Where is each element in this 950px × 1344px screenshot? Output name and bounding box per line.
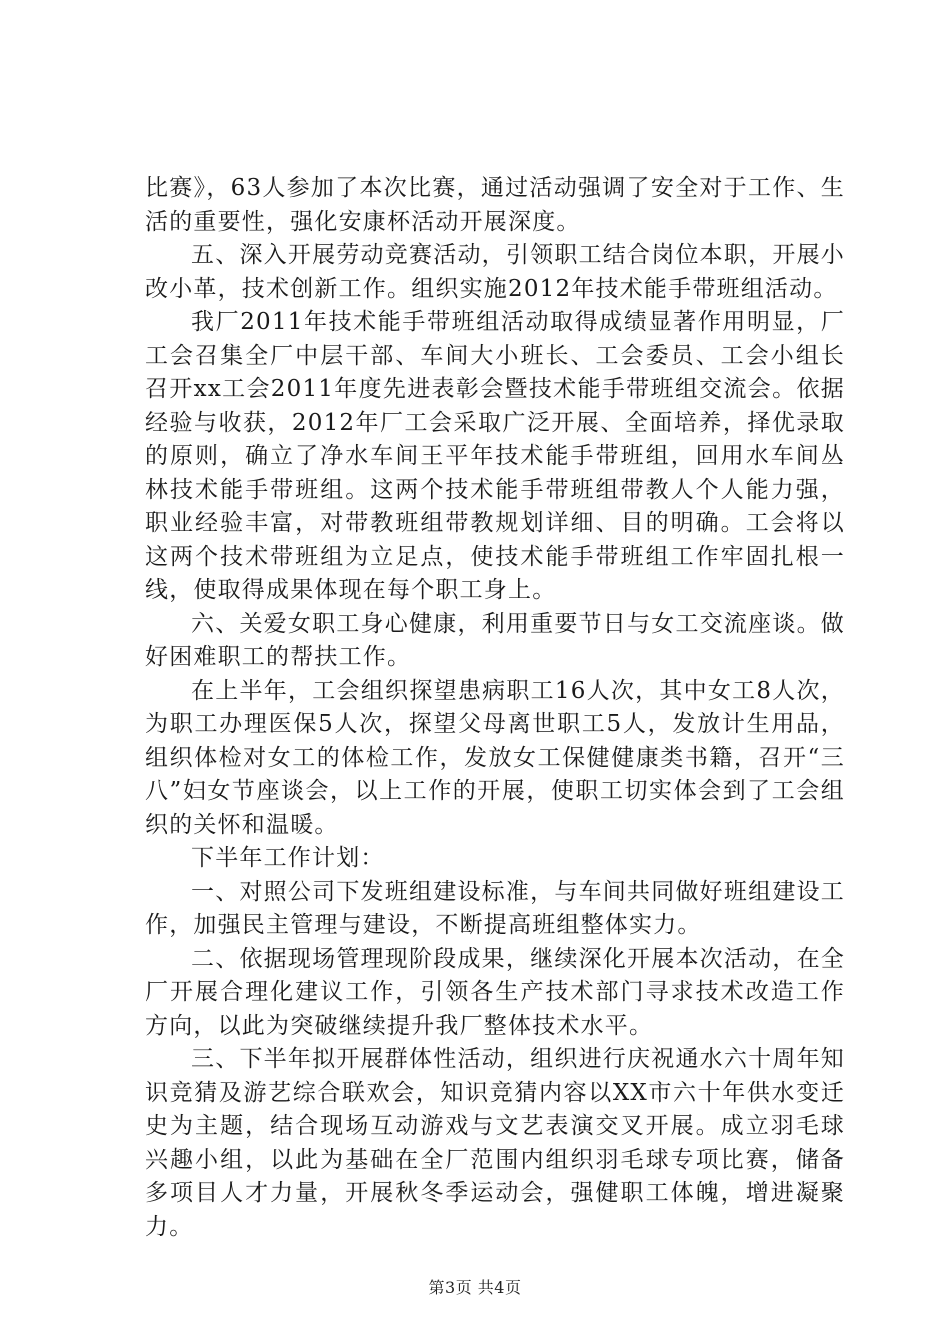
paragraph-plan-heading: 下半年工作计划： bbox=[191, 845, 385, 871]
paragraph-section-six-body: 在上半年，工会组织探望患病职工16人次，其中女工8人次，为职工办理医保5人次，探望父母离世职工5人，发放计生用品，组织体检对女工的体检工作，发放女工保健健康类书籍，召开“三八”妇女节座谈会，以上工作的开展，使职工切实体会到了工会组织的关怀和温暖。 bbox=[145, 677, 845, 838]
paragraph-plan-item-two: 二、依据现场管理现阶段成果，继续深化开展本次活动，在全厂开展合理化建议工作，引领各生产技术部门寻求技术改造工作方向，以此为突破继续提升我厂整体技术水平。 bbox=[145, 945, 845, 1039]
paragraph-section-six-heading: 六、关爱女职工身心健康，利用重要节日与女工交流座谈。做好困难职工的帮扶工作。 bbox=[145, 610, 845, 670]
page-number-footer: 第3页 共4页 bbox=[428, 1278, 522, 1297]
document-body bbox=[145, 172, 845, 1244]
paragraph-section-five-body: 我厂2011年技术能手带班组活动取得成绩显著作用明显，厂工会召集全厂中层干部、车间大小班长、工会委员、工会小组长召开xx工会2011年度先进表彰会暨技术能手带班组交流会。依据经验与收获，2012年厂工会采取广泛开展、全面培养，择优录取的原则，确立了净水车间王平年技术能手带班组，回用水车间丛林技术能手带班组。这两个技术能手带班组带教人个人能力强，职业经验丰富，对带教班组带教规划详细、目的明确。工会将以这两个技术带班组为立足点，使技术能手带班组工作牢固扎根一线，使取得成果体现在每个职工身上。 bbox=[145, 309, 845, 603]
paragraph-section-five-heading: 五、深入开展劳动竞赛活动，引领职工结合岗位本职，开展小改小革，技术创新工作。组织实施2012年技术能手带班组活动。 bbox=[145, 242, 845, 302]
paragraph-continuation: 比赛》，63人参加了本次比赛，通过活动强调了安全对于工作、生活的重要性，强化安康杯活动开展深度。 bbox=[145, 175, 845, 235]
paragraph-plan-item-one: 一、对照公司下发班组建设标准，与车间共同做好班组建设工作，加强民主管理与建设，不断提高班组整体实力。 bbox=[145, 878, 845, 938]
paragraph-plan-item-three: 三、下半年拟开展群体性活动，组织进行庆祝通水六十周年知识竞猜及游艺综合联欢会，知识竞猜内容以XX市六十年供水变迁史为主题，结合现场互动游戏与文艺表演交叉开展。成立羽毛球兴趣小组，以此为基础在全厂范围内组织羽毛球专项比赛，储备多项目人才力量，开展秋冬季运动会，强健职工体魄，增进凝聚力。 bbox=[145, 1046, 845, 1240]
